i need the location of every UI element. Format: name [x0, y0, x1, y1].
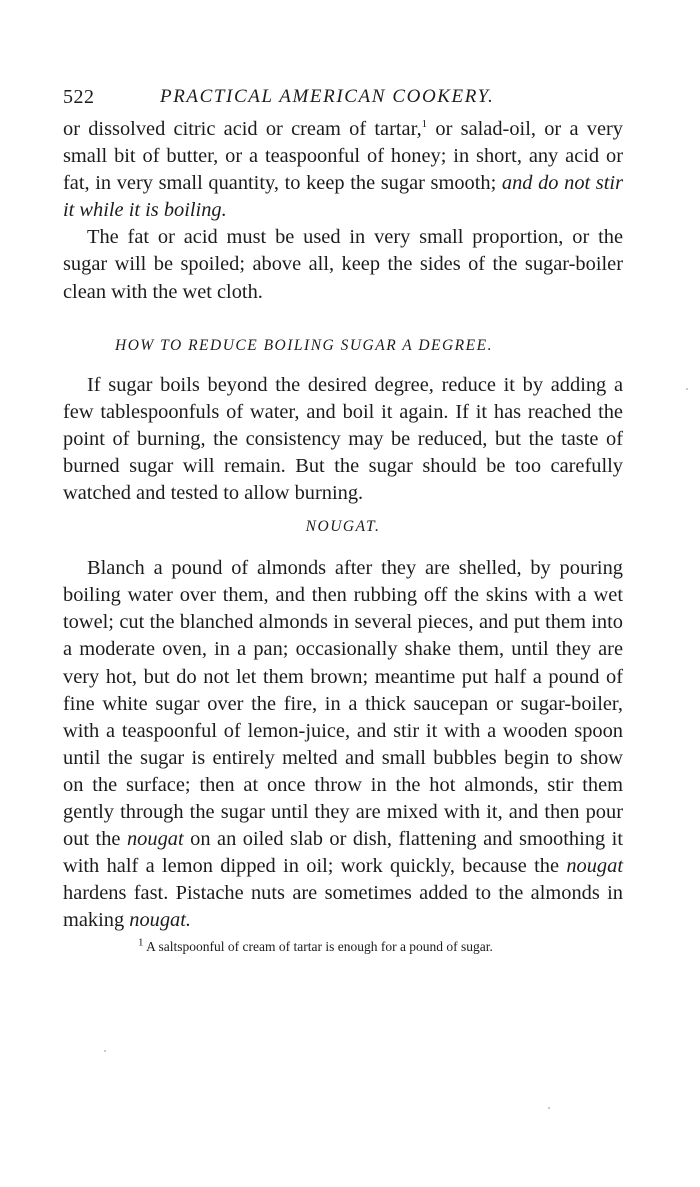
- page-number: 522: [63, 86, 95, 108]
- paragraph-text-continued: or salad-oil, or a very small bit of butter, or a teaspoonful of honey; in short, any acid or fat, in very small quantity, to keep the sugar smooth;: [63, 118, 623, 195]
- nougat-italic-c: nougat.: [129, 909, 192, 932]
- paper-speck: [104, 1050, 106, 1052]
- nougat-text-b: on an oiled slab or dish, flattening and smoothing it with half a lemon dipped in oil; work quickly, because the: [63, 828, 623, 878]
- page-header: [63, 86, 623, 116]
- nougat-italic-a: nougat: [126, 828, 184, 851]
- paper-speck: [548, 1107, 550, 1109]
- paper-speck: [686, 388, 688, 390]
- nougat-text-c: hardens fast. Pistache nuts are sometimes added to the almonds in making: [63, 882, 623, 932]
- paragraph-reduce-sugar: If sugar boils beyond the desired degree, reduce it by adding a few tablespoonfuls of water, and boil it again. If it has reached the point of burning, the consistency may be reduced, but the taste of burned sugar will remain. But the sugar should be too carefully watched and tested to allow burning.: [63, 373, 623, 505]
- footnote-text: A saltspoonful of cream of tartar is enough for a pound of sugar.: [146, 939, 493, 955]
- footnote-marker: 1: [421, 118, 428, 131]
- paragraph-nougat: [63, 555, 623, 934]
- paragraph-fat-or-acid: The fat or acid must be used in very small proportion, or the sugar will be spoiled; above all, keep the sides of the sugar-boiler clean with the wet cloth.: [63, 226, 623, 303]
- section-heading-nougat: NOUGAT.: [305, 518, 381, 536]
- running-title: PRACTICAL AMERICAN COOKERY.: [160, 86, 495, 107]
- footnote-number: 1: [138, 936, 144, 949]
- footnote: [63, 938, 623, 956]
- section-heading-reduce-sugar: HOW TO REDUCE BOILING SUGAR A DEGREE.: [115, 336, 493, 354]
- nougat-text-a: Blanch a pound of almonds after they are shelled, by pouring boiling water over them, and then rubbing off the skins with a wet towel; cut the blanched almonds in several pieces, and put them into a moderate oven, in a pan; occasionally shake them, until they are very hot, but do not let them brown; meantime put half a pound of fine white sugar over the fire, in a thick saucepan or sugar-boiler, with a teaspoonful of lemon-juice, and stir it with a wooden spoon until the sugar is entirely melted and small bubbles begin to show on the surface; then at once throw in the hot almonds, stir them gently through the sugar until they are mixed with it, and then pour out the: [63, 557, 623, 851]
- book-page: [63, 86, 623, 956]
- paragraph-continued: [63, 116, 623, 224]
- italic-emphasis: and do not stir it while it is boiling.: [63, 172, 624, 222]
- nougat-italic-b: nougat: [566, 855, 623, 878]
- paragraph-text: or dissolved citric acid or cream of tartar,: [63, 118, 422, 140]
